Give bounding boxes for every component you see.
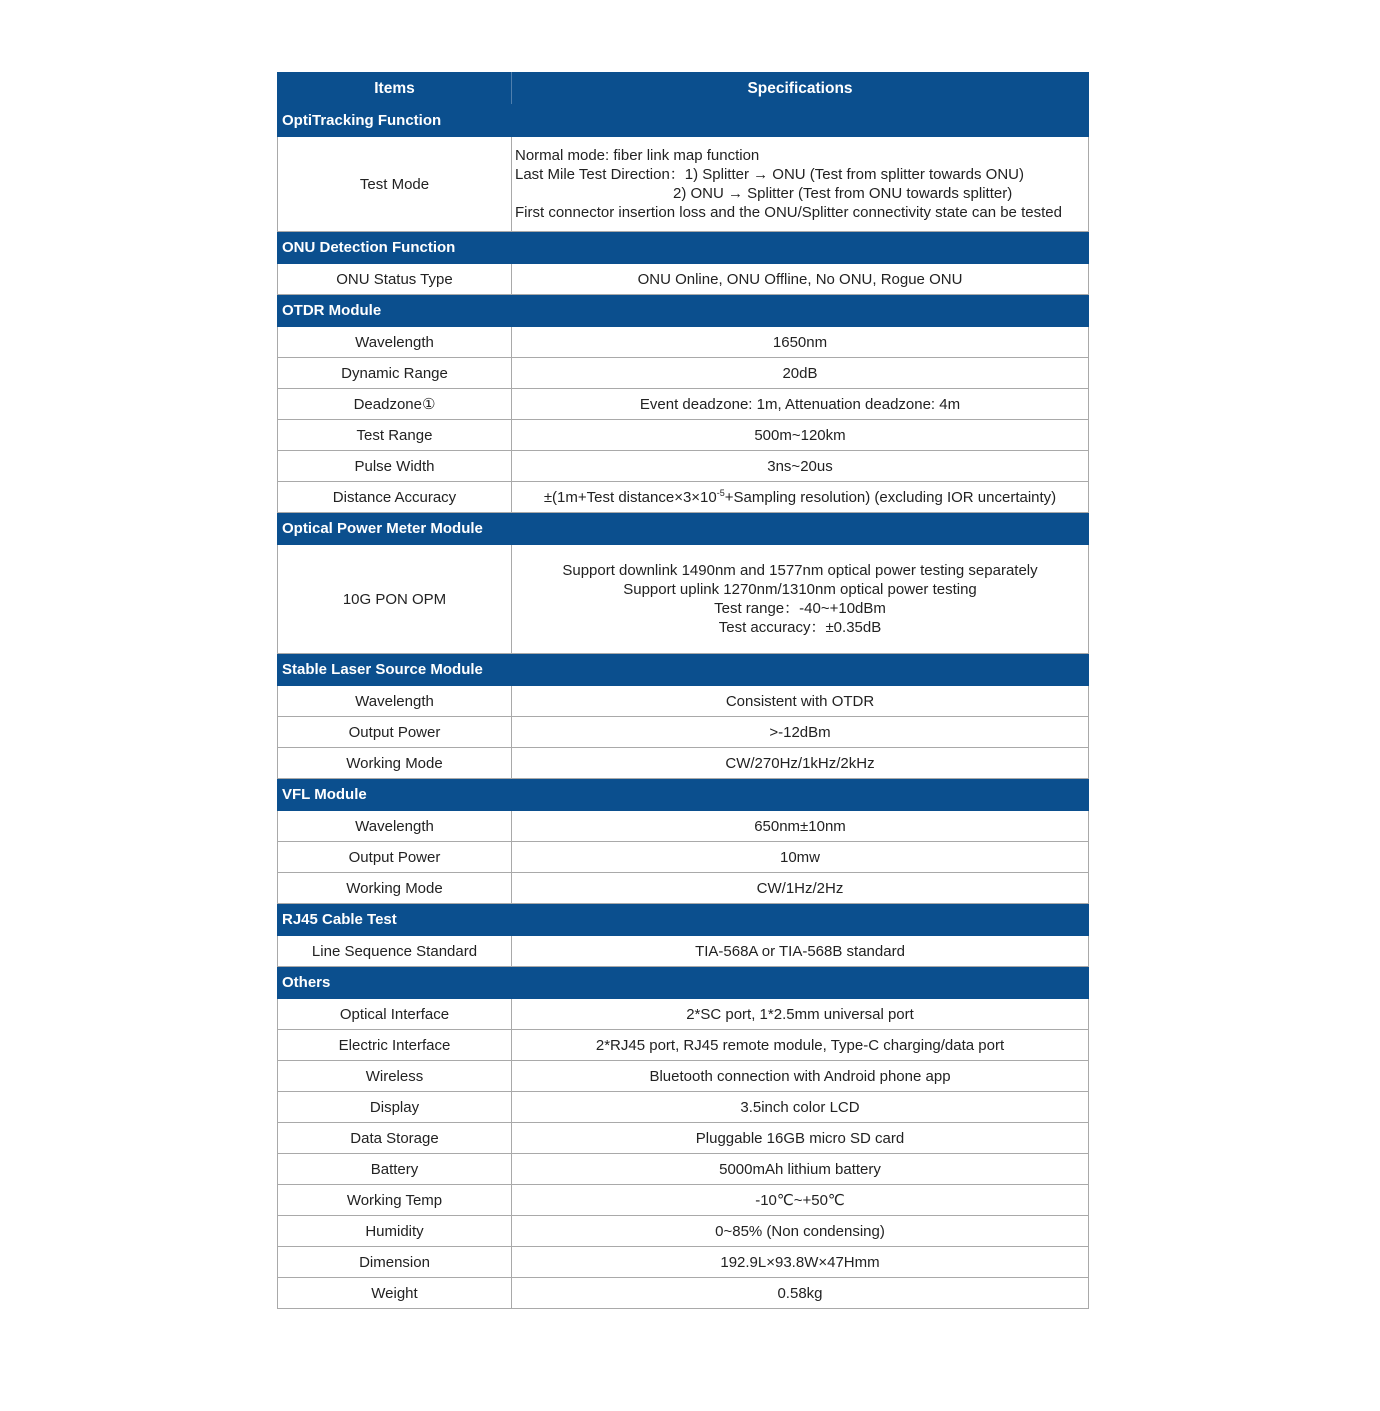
table-row [278,717,1089,748]
item-cell: Deadzone① [278,389,512,420]
spec-cell [512,545,1089,654]
item-cell: Data Storage [278,1123,512,1154]
section-title: OptiTracking Function [278,105,1089,137]
spec-cell: TIA-568A or TIA-568B standard [512,936,1089,967]
spec-cell: Bluetooth connection with Android phone app [512,1061,1089,1092]
spec-cell: 0.58kg [512,1278,1089,1309]
section-title: Stable Laser Source Module [278,654,1089,686]
spec-cell: ONU Online, ONU Offline, No ONU, Rogue ONU [512,264,1089,295]
item-cell: Humidity [278,1216,512,1247]
section-title: VFL Module [278,779,1089,811]
item-cell: Wavelength [278,327,512,358]
section-optitracking [278,105,1089,137]
spec-cell: 500m~120km [512,420,1089,451]
item-cell: Output Power [278,717,512,748]
section-title: Others [278,967,1089,999]
table-row [278,264,1089,295]
spec-text: +Sampling resolution) (excluding IOR uncertainty) [724,488,1057,506]
spec-sheet [277,72,1088,1309]
spec-line: Support downlink 1490nm and 1577nm optical power testing separately [562,562,1038,579]
item-cell: 10G PON OPM [278,545,512,654]
item-cell: Wavelength [278,686,512,717]
spec-cell: Pluggable 16GB micro SD card [512,1123,1089,1154]
section-onu-detection [278,232,1089,264]
table-row [278,811,1089,842]
table-row [278,1154,1089,1185]
item-cell: Optical Interface [278,999,512,1030]
spec-cell: 1650nm [512,327,1089,358]
spec-line: 2) ONU → Splitter (Test from ONU towards splitter) [673,185,1013,202]
item-cell: Line Sequence Standard [278,936,512,967]
item-cell: ONU Status Type [278,264,512,295]
spec-cell: 10mw [512,842,1089,873]
table-row [278,1216,1089,1247]
table-row [278,873,1089,904]
table-row [278,327,1089,358]
item-cell: Test Mode [278,137,512,232]
table-row [278,748,1089,779]
section-laser [278,654,1089,686]
section-others [278,967,1089,999]
spec-cell: 650nm±10nm [512,811,1089,842]
spec-cell: Event deadzone: 1m, Attenuation deadzone: 4m [512,389,1089,420]
item-cell: Output Power [278,842,512,873]
spec-cell: 20dB [512,358,1089,389]
spec-cell: 2*RJ45 port, RJ45 remote module, Type-C charging/data port [512,1030,1089,1061]
table-row [278,936,1089,967]
spec-cell [512,137,1089,232]
spec-line: First connector insertion loss and the ONU/Splitter connectivity state can be tested [515,204,1062,221]
item-cell: Test Range [278,420,512,451]
section-title: OTDR Module [278,295,1089,327]
table-row [278,137,1089,232]
spec-line: Normal mode: fiber link map function [515,147,760,164]
spec-line: Support uplink 1270nm/1310nm optical power testing [623,581,977,598]
item-cell: Electric Interface [278,1030,512,1061]
table-header-row [278,73,1089,105]
header-items: Items [278,73,512,105]
spec-cell [512,482,1089,513]
spec-cell: 3.5inch color LCD [512,1092,1089,1123]
item-cell: Battery [278,1154,512,1185]
item-cell: Working Mode [278,748,512,779]
section-title: ONU Detection Function [278,232,1089,264]
item-cell: Working Mode [278,873,512,904]
section-opm [278,513,1089,545]
table-row [278,1247,1089,1278]
spec-cell: 3ns~20us [512,451,1089,482]
spec-cell: CW/1Hz/2Hz [512,873,1089,904]
header-specifications: Specifications [512,73,1089,105]
table-row [278,1061,1089,1092]
spec-cell: CW/270Hz/1kHz/2kHz [512,748,1089,779]
table-row [278,1278,1089,1309]
table-row [278,451,1089,482]
spec-cell: >-12dBm [512,717,1089,748]
item-cell: Wavelength [278,811,512,842]
spec-table [277,72,1089,1309]
section-otdr [278,295,1089,327]
spec-cell: 2*SC port, 1*2.5mm universal port [512,999,1089,1030]
section-vfl [278,779,1089,811]
section-rj45 [278,904,1089,936]
spec-line: Test range：-40~+10dBm [714,600,886,617]
section-title: RJ45 Cable Test [278,904,1089,936]
spec-line: Last Mile Test Direction：1) Splitter → ONU (Test from splitter towards ONU) [515,166,1025,183]
table-row [278,545,1089,654]
table-row [278,1030,1089,1061]
item-cell: Dimension [278,1247,512,1278]
item-cell: Working Temp [278,1185,512,1216]
item-cell: Dynamic Range [278,358,512,389]
table-row [278,842,1089,873]
exponent: -5 [716,487,725,498]
spec-cell: 192.9L×93.8W×47Hmm [512,1247,1089,1278]
item-cell: Wireless [278,1061,512,1092]
table-row [278,358,1089,389]
table-row [278,1185,1089,1216]
spec-cell: -10℃~+50℃ [512,1185,1089,1216]
section-title: Optical Power Meter Module [278,513,1089,545]
spec-line: Test accuracy：±0.35dB [718,619,882,636]
table-row [278,999,1089,1030]
table-row [278,389,1089,420]
table-row [278,1092,1089,1123]
table-row [278,1123,1089,1154]
item-cell: Display [278,1092,512,1123]
spec-cell: Consistent with OTDR [512,686,1089,717]
spec-text: ±(1m+Test distance×3×10 [543,488,717,506]
table-row [278,686,1089,717]
spec-cell: 5000mAh lithium battery [512,1154,1089,1185]
table-row [278,482,1089,513]
item-cell: Weight [278,1278,512,1309]
item-cell: Distance Accuracy [278,482,512,513]
spec-cell: 0~85% (Non condensing) [512,1216,1089,1247]
table-row [278,420,1089,451]
item-cell: Pulse Width [278,451,512,482]
